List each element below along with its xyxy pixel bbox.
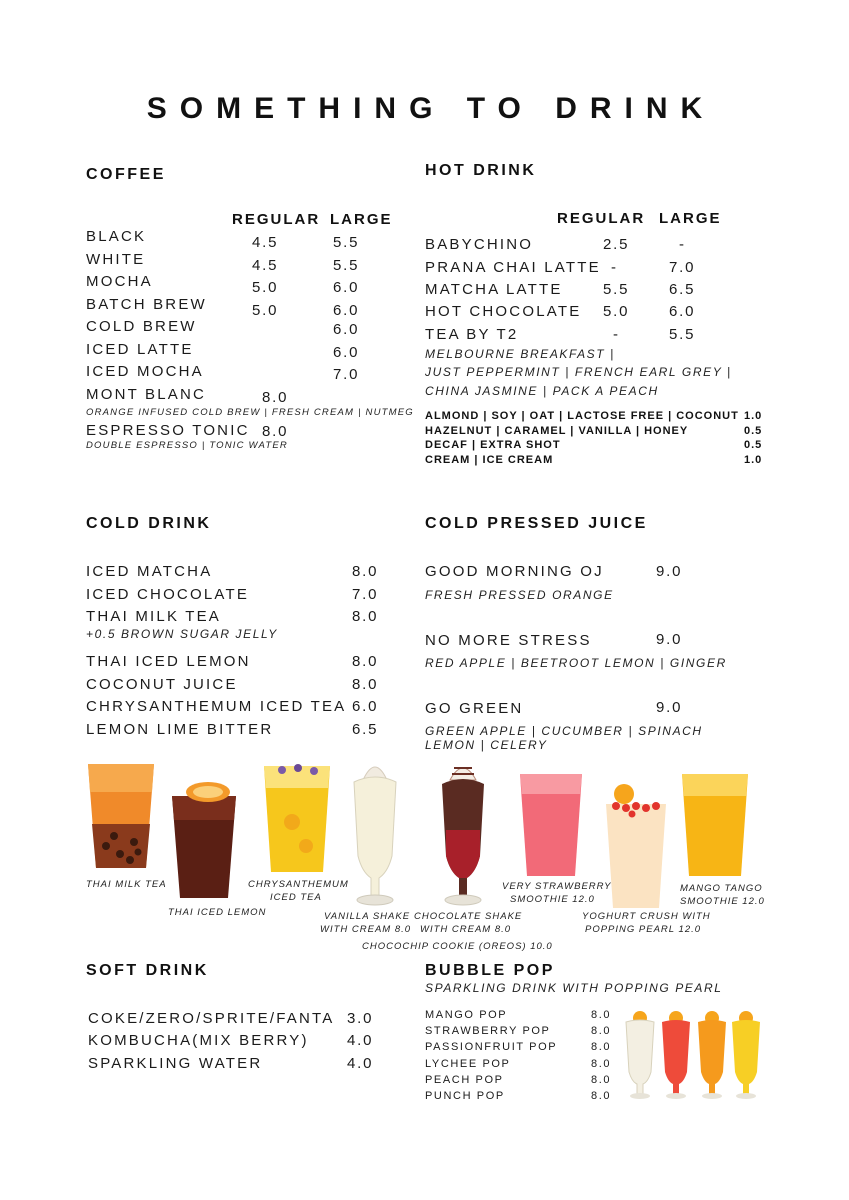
extra-price: 1.0	[744, 410, 763, 422]
hot-item-name: HOT CHOCOLATE	[425, 303, 582, 320]
soft-item-name: COKE/ZERO/SPRITE/FANTA	[88, 1010, 335, 1027]
juice-item-name: GO GREEN	[425, 700, 524, 717]
pop-item-price: 8.0	[591, 1090, 612, 1102]
tea-flavours-line: CHINA JASMINE | PACK A PEACH	[425, 384, 659, 398]
bubble-pop-illustration	[622, 1010, 762, 1102]
caption-thai-iced-lemon: THAI ICED LEMON	[168, 907, 267, 918]
soft-item-name: KOMBUCHA(MIX BERRY)	[88, 1032, 309, 1049]
coffee-item-name: COLD BREW	[86, 318, 197, 335]
hot-drink-heading: HOT DRINK	[425, 162, 537, 179]
soft-item-price: 4.0	[347, 1032, 374, 1049]
thai-iced-lemon-illustration	[168, 780, 240, 900]
juice-item-price: 9.0	[656, 631, 683, 648]
coffee-item-name: WHITE	[86, 251, 146, 268]
hot-item-large: -	[679, 236, 686, 253]
bubble-pop-subtitle: SPARKLING DRINK WITH POPPING PEARL	[425, 981, 723, 995]
cold-item-name: CHRYSANTHEMUM ICED TEA	[86, 698, 347, 715]
thai-milk-tea-note: +0.5 BROWN SUGAR JELLY	[86, 627, 278, 641]
thai-milk-tea-illustration	[86, 762, 156, 872]
hot-item-name: TEA BY T2	[425, 326, 519, 343]
mont-blanc-name: MONT BLANC	[86, 386, 207, 403]
chrysanthemum-illustration	[262, 762, 332, 874]
coffee-item-name: MOCHA	[86, 273, 153, 290]
caption-mango-tango: SMOOTHIE 12.0	[680, 896, 765, 907]
hot-item-large: 7.0	[669, 259, 696, 276]
coffee-item-large: 6.0	[333, 279, 360, 296]
pop-item-name: STRAWBERRY POP	[425, 1025, 551, 1037]
juice-item-desc: GREEN APPLE | CUCUMBER | SPINACH	[425, 724, 703, 738]
juice-item-desc: LEMON | CELERY	[425, 738, 548, 752]
coffee-large-header: LARGE	[330, 211, 393, 228]
extra-price: 1.0	[744, 454, 763, 466]
soft-item-price: 4.0	[347, 1055, 374, 1072]
bubble-pop-heading: BUBBLE POP	[425, 962, 555, 979]
coffee-item-name: ICED MOCHA	[86, 363, 204, 380]
pop-item-name: MANGO POP	[425, 1009, 508, 1021]
pop-item-price: 8.0	[591, 1041, 612, 1053]
caption-strawberry: VERY STRAWBERRY	[502, 881, 612, 892]
coffee-item-large: 6.0	[333, 321, 360, 338]
caption-chocolate-shake: WITH CREAM 8.0	[420, 924, 512, 935]
coffee-item-name: ICED LATTE	[86, 341, 194, 358]
cold-item-price: 7.0	[352, 586, 379, 603]
hot-item-regular: 5.0	[603, 303, 630, 320]
pop-item-price: 8.0	[591, 1058, 612, 1070]
juice-item-desc: FRESH PRESSED ORANGE	[425, 588, 614, 602]
coffee-item-regular: 5.0	[252, 279, 279, 296]
caption-yoghurt-crush: POPPING PEARL 12.0	[585, 924, 702, 935]
extra-price: 0.5	[744, 425, 763, 437]
caption-mango-tango: MANGO TANGO	[680, 883, 763, 894]
pop-item-name: LYCHEE POP	[425, 1058, 511, 1070]
hot-item-name: PRANA CHAI LATTE	[425, 259, 601, 276]
cold-item-name: COCONUT JUICE	[86, 676, 238, 693]
cold-item-name: LEMON LIME BITTER	[86, 721, 274, 738]
soft-item-price: 3.0	[347, 1010, 374, 1027]
soft-drink-heading: SOFT DRINK	[86, 962, 209, 979]
hot-item-large: 5.5	[669, 326, 696, 343]
coffee-item-large: 5.5	[333, 234, 360, 251]
hot-item-large: 6.0	[669, 303, 696, 320]
hot-item-large: 6.5	[669, 281, 696, 298]
hot-regular-header: REGULAR	[557, 210, 646, 227]
cold-item-price: 8.0	[352, 653, 379, 670]
pop-item-price: 8.0	[591, 1025, 612, 1037]
coffee-item-regular: 4.5	[252, 234, 279, 251]
hot-item-regular: 5.5	[603, 281, 630, 298]
juice-item-name: NO MORE STRESS	[425, 632, 592, 649]
chocolate-shake-illustration	[434, 756, 492, 906]
extra-price: 0.5	[744, 439, 763, 451]
mont-blanc-desc: ORANGE INFUSED COLD BREW | FRESH CREAM | NUTMEG	[86, 407, 414, 418]
coffee-item-regular: 5.0	[252, 302, 279, 319]
extra-name: DECAF | EXTRA SHOT	[425, 439, 561, 451]
caption-vanilla-shake: WITH CREAM 8.0	[320, 924, 412, 935]
coffee-item-large: 6.0	[333, 302, 360, 319]
tea-flavours-line: MELBOURNE BREAKFAST |	[425, 347, 615, 361]
caption-chrysanthemum: CHRYSANTHEMUM	[248, 879, 349, 890]
cold-drink-heading: COLD DRINK	[86, 515, 212, 532]
mont-blanc-price: 8.0	[262, 389, 289, 406]
espresso-tonic-name: ESPRESSO TONIC	[86, 422, 250, 439]
caption-vanilla-shake: VANILLA SHAKE	[324, 911, 411, 922]
cold-item-name: ICED MATCHA	[86, 563, 213, 580]
extra-name: CREAM | ICE CREAM	[425, 454, 554, 466]
coffee-item-name: BLACK	[86, 228, 147, 245]
hot-item-name: BABYCHINO	[425, 236, 534, 253]
caption-thai-milk-tea: THAI MILK TEA	[86, 879, 167, 890]
yoghurt-crush-illustration	[602, 782, 670, 910]
coffee-item-regular: 4.5	[252, 257, 279, 274]
hot-item-regular: -	[611, 259, 618, 276]
coffee-item-large: 5.5	[333, 257, 360, 274]
cold-item-name: THAI MILK TEA	[86, 608, 222, 625]
coffee-item-large: 6.0	[333, 344, 360, 361]
juice-heading: COLD PRESSED JUICE	[425, 515, 648, 532]
tea-flavours-line: JUST PEPPERMINT | FRENCH EARL GREY |	[425, 365, 732, 379]
page-title: SOMETHING TO DRINK	[146, 92, 716, 125]
caption-strawberry: SMOOTHIE 12.0	[510, 894, 595, 905]
extra-name: HAZELNUT | CARAMEL | VANILLA | HONEY	[425, 425, 689, 437]
pop-item-name: PASSIONFRUIT POP	[425, 1041, 558, 1053]
juice-item-price: 9.0	[656, 699, 683, 716]
vanilla-shake-illustration	[346, 756, 404, 906]
pop-item-price: 8.0	[591, 1009, 612, 1021]
cold-item-price: 6.0	[352, 698, 379, 715]
caption-chocolate-shake: CHOCOLATE SHAKE	[414, 911, 523, 922]
juice-item-name: GOOD MORNING OJ	[425, 563, 604, 580]
cold-item-name: THAI ICED LEMON	[86, 653, 251, 670]
soft-item-name: SPARKLING WATER	[88, 1055, 263, 1072]
pop-item-name: PEACH POP	[425, 1074, 504, 1086]
mango-smoothie-illustration	[680, 770, 750, 878]
pop-item-price: 8.0	[591, 1074, 612, 1086]
cold-item-price: 8.0	[352, 676, 379, 693]
cold-item-price: 6.5	[352, 721, 379, 738]
coffee-item-name: BATCH BREW	[86, 296, 207, 313]
strawberry-smoothie-illustration	[518, 770, 584, 878]
hot-item-regular: -	[613, 326, 620, 343]
coffee-heading: COFFEE	[86, 166, 166, 183]
hot-item-regular: 2.5	[603, 236, 630, 253]
espresso-tonic-desc: DOUBLE ESPRESSO | TONIC WATER	[86, 440, 288, 451]
caption-chrysanthemum: ICED TEA	[270, 892, 322, 903]
cold-item-name: ICED CHOCOLATE	[86, 586, 250, 603]
caption-chocochip: CHOCOCHIP COOKIE (OREOS) 10.0	[362, 941, 553, 952]
juice-item-price: 9.0	[656, 563, 683, 580]
coffee-item-large: 7.0	[333, 366, 360, 383]
extra-name: ALMOND | SOY | OAT | LACTOSE FREE | COCONUT	[425, 410, 739, 422]
juice-item-desc: RED APPLE | BEETROOT LEMON | GINGER	[425, 656, 727, 670]
espresso-tonic-price: 8.0	[262, 423, 289, 440]
cold-item-price: 8.0	[352, 608, 379, 625]
cold-item-price: 8.0	[352, 563, 379, 580]
hot-item-name: MATCHA LATTE	[425, 281, 563, 298]
hot-large-header: LARGE	[659, 210, 722, 227]
pop-item-name: PUNCH POP	[425, 1090, 505, 1102]
coffee-regular-header: REGULAR	[232, 211, 321, 228]
caption-yoghurt-crush: YOGHURT CRUSH WITH	[582, 911, 711, 922]
